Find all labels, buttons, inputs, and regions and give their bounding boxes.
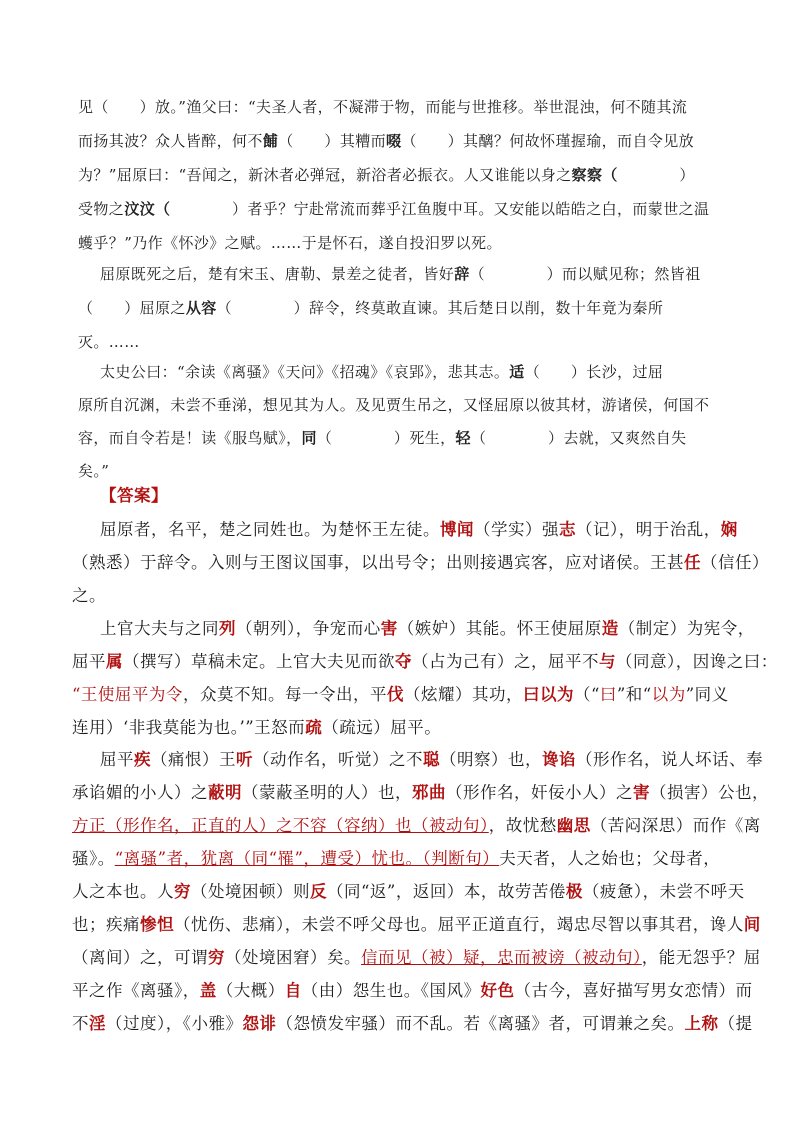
text-span: （记），明于治乱，	[576, 520, 721, 539]
text-span: （提	[718, 1014, 753, 1033]
text-line	[78, 331, 140, 352]
text-span: （忧伤、悲痛），未尝不呼父母也。屈平正道直行，竭忠尽智以事其君，谗人	[174, 915, 744, 934]
keyword-answer: 属	[106, 652, 123, 671]
text-span: 屈平	[100, 750, 134, 769]
keyword: 辞	[454, 265, 470, 283]
highlight-text: 曰	[599, 685, 617, 704]
text-span: （熟悉）于辞令。入则与王图议国事，以出号令；出则接遇宾客，应对诸侯。王甚	[72, 553, 684, 572]
text-span: 而扬其波？众人皆醉，何不	[78, 132, 263, 150]
text-span: （ ）长沙，过屈	[524, 363, 664, 381]
text-span: 不	[72, 1014, 89, 1033]
text-span: （ ）辞令，终莫敢直谏。其后楚日以削，数十年竟为秦所	[216, 299, 664, 317]
keyword-answer: 淫	[89, 1014, 106, 1033]
text-line	[100, 746, 763, 770]
keyword: 啜	[386, 132, 402, 150]
keyword: 适	[509, 363, 525, 381]
keyword-answer: 志	[559, 520, 576, 539]
text-span: 为？”屈原曰：“吾闻之，新沐者必弹冠，新浴者必振衣。人又谁能以身之	[78, 166, 572, 184]
text-span: （制定）为宪令，	[618, 619, 755, 638]
text-span: 蠖乎？”乃作《怀沙》之赋。……于是怀石，遂自投汨罗以死。	[78, 234, 502, 252]
text-span: （苦闷深思）而作《离	[590, 816, 761, 835]
text-span: （由）怨生也。《国风》	[301, 981, 481, 1000]
text-span: （离间）之，可谓	[72, 948, 208, 967]
keyword-answer: 夺	[395, 652, 412, 671]
text-span: （过度），《小雅》	[106, 1014, 243, 1033]
text-line	[72, 549, 769, 573]
text-span: 容，而自令若是！读《服鸟赋》，	[78, 429, 302, 447]
text-span: （形作名，说人坏话、奉	[576, 750, 763, 769]
text-line	[100, 516, 738, 540]
keyword-answer: 自	[284, 981, 302, 1000]
text-span: ）	[617, 166, 695, 184]
text-span: 骚》。	[72, 849, 115, 868]
text-line	[72, 812, 761, 836]
text-span: （撰写）草稿未定。上官大夫见而欲	[123, 652, 395, 671]
text-span: ，能无怨乎？屈	[641, 948, 761, 967]
text-span: ”和“	[616, 685, 652, 704]
text-span: （朝列），争宠而心	[236, 619, 381, 638]
keyword: 轻	[455, 429, 471, 447]
keyword-answer: 任	[684, 553, 701, 572]
keyword-answer: 好色	[480, 981, 515, 1000]
text-span: ”同义	[685, 685, 729, 704]
text-line	[78, 164, 695, 185]
text-span: 也；疾痛	[72, 915, 140, 934]
text-line	[100, 361, 663, 382]
keyword-answer: 与	[599, 652, 616, 671]
text-span: （蒙蔽圣明的人）也，	[242, 783, 412, 802]
keyword-answer: 博闻	[440, 520, 474, 539]
keyword-answer: 造	[601, 619, 619, 638]
text-span: ，众莫不知。每一令出，平	[182, 685, 387, 704]
underlined-note: “离骚”者，犹离（同“罹”，遭受）忧也。（判断句）	[114, 849, 500, 868]
text-span: 矣。”	[78, 462, 110, 480]
text-span: 夫天者，人之始也；父母者，	[499, 849, 721, 868]
text-line	[72, 681, 729, 705]
keyword: 餔	[262, 132, 279, 150]
keyword-answer: 疏	[305, 718, 323, 737]
keyword-answer: 反	[310, 882, 327, 901]
text-span: （占为己有）之，屈平不	[412, 652, 599, 671]
text-span: （同“返”，返回）本，故劳苦倦	[327, 882, 566, 901]
text-span: （学实）强	[474, 520, 559, 539]
text-line	[78, 460, 109, 481]
keyword-answer: 邪曲	[412, 783, 446, 802]
keyword-answer: 娴	[720, 520, 738, 539]
text-span: （嫉妒）其能。怀王使屈原	[397, 619, 602, 638]
highlight-text: 以为	[651, 685, 686, 704]
text-line	[100, 263, 701, 284]
keyword-answer: 惨怛	[140, 915, 174, 934]
text-span: （疲惫），未尝不呼天	[582, 882, 745, 901]
text-span: 屈平	[72, 652, 106, 671]
text-line	[72, 845, 720, 869]
text-span: ）者乎？宁赴常流而葬乎江鱼腹中耳。又安能以皓皓之白，而蒙世之温	[170, 200, 710, 218]
text-span: （ ）而以赋见称；然皆祖	[469, 265, 701, 283]
text-line	[72, 944, 761, 968]
text-span: 平之作《离骚》，	[72, 981, 200, 1000]
keyword: 同	[301, 429, 317, 447]
text-span: 太史公曰：“余读《离骚》《天问》《招魂》《哀郢》，悲其志。	[100, 363, 510, 381]
underlined-note: 方正（形作名，正直的人）之不容（容纳）也（被动句）	[72, 816, 489, 835]
keyword: 察察（	[571, 166, 618, 184]
text-line	[72, 911, 761, 935]
text-span: ，故忧愁	[488, 816, 557, 835]
keyword-answer: 听	[236, 750, 253, 769]
text-span: 人之本也。人	[72, 882, 174, 901]
text-line	[72, 977, 753, 1001]
text-span: 上官大夫与之同	[100, 619, 219, 638]
text-span: （处境困顿）则	[191, 882, 310, 901]
text-line	[72, 648, 778, 672]
text-line	[72, 878, 745, 902]
keyword-answer: 极	[565, 882, 583, 901]
text-span: （怨愤发牢骚）而不乱。若《离骚》者，可谓兼之矣。	[276, 1014, 685, 1033]
text-span: （ ）去就，又爽然自失	[470, 429, 687, 447]
keyword-answer: 盖	[199, 981, 217, 1000]
keyword-answer: 谗谄	[542, 750, 576, 769]
answer-heading: 【答案】	[100, 486, 168, 505]
text-span: （ ）其糟而	[278, 132, 387, 150]
text-span: 屈原既死之后，楚有宋玉、唐勒、景差之徒者，皆好	[100, 265, 455, 283]
keyword-answer: 聪	[423, 750, 440, 769]
text-span: 原所自沉渊，未尝不垂涕，想见其为人。及见贾生吊之，又怪屈原以彼其材，游诸侯，何国不	[78, 396, 710, 414]
keyword-answer: 间	[743, 915, 761, 934]
text-span: （ ）屈原之	[78, 299, 186, 317]
text-span: 见（ ）放。”渔父曰：“夫圣人者，不凝滞于物，而能与世推移。举世混浊，何不随其流	[78, 98, 688, 116]
highlight-text: “王使屈平为令	[72, 685, 183, 704]
text-line	[72, 582, 106, 606]
keyword: 从容	[185, 299, 217, 317]
text-line	[72, 779, 769, 803]
text-line	[78, 198, 709, 219]
keyword-answer: 曰以为	[522, 685, 574, 704]
text-span: （大概）	[216, 981, 285, 1000]
keyword-answer: 穷	[174, 882, 191, 901]
text-span: 之。	[72, 586, 106, 605]
keyword-answer: 害	[380, 619, 398, 638]
text-line	[78, 232, 502, 253]
underlined-note: 信而见（被）疑，忠而被谤（被动句）	[361, 948, 642, 967]
text-span: 屈原者，名平，楚之同姓也。为楚怀王左徒。	[100, 520, 440, 539]
text-line	[78, 96, 687, 117]
keyword-answer: 疾	[134, 750, 151, 769]
keyword-answer: 怨诽	[242, 1014, 277, 1033]
text-line	[100, 615, 755, 639]
text-line	[78, 130, 694, 151]
text-line	[78, 394, 709, 415]
text-span: （ ）死生，	[316, 429, 456, 447]
text-span: （动作名，听觉）之不	[253, 750, 423, 769]
text-span: （损害）公也，	[650, 783, 769, 802]
text-span: （信任）	[701, 553, 769, 572]
keyword-answer: 害	[633, 783, 650, 802]
text-span: （痛恨）王	[151, 750, 236, 769]
text-line	[72, 1010, 753, 1034]
keyword-answer: 列	[219, 619, 236, 638]
text-span: （疏远）屈平。	[322, 718, 442, 737]
text-span: （“	[573, 685, 600, 704]
text-span: （ ）其醨？何故怀瑾握瑜，而自令见放	[401, 132, 695, 150]
keyword-answer: 幽思	[556, 816, 591, 835]
text-span: 承谄媚的小人）之	[72, 783, 208, 802]
text-line	[78, 297, 663, 318]
text-span: （古今，喜好描写男女恋情）而	[514, 981, 753, 1000]
keyword-answer: 穷	[208, 948, 225, 967]
text-span: （同意），因谗之曰：	[616, 652, 778, 671]
keyword-answer: 上称	[684, 1014, 719, 1033]
text-span: （形作名，奸佞小人）之	[446, 783, 633, 802]
text-span: （明察）也，	[440, 750, 542, 769]
keyword-answer: 蔽明	[208, 783, 242, 802]
text-span: 灭。……	[78, 333, 140, 351]
text-span: （处境困窘）矣。	[225, 948, 361, 967]
text-line	[78, 427, 687, 448]
text-span: （炫耀）其功，	[403, 685, 523, 704]
keyword: 汶汶（	[124, 200, 171, 218]
text-line	[72, 714, 441, 738]
text-span: 连用）‘非我莫能为也。’”王怒而	[72, 718, 306, 737]
keyword-answer: 伐	[386, 685, 404, 704]
text-span: 受物之	[78, 200, 125, 218]
